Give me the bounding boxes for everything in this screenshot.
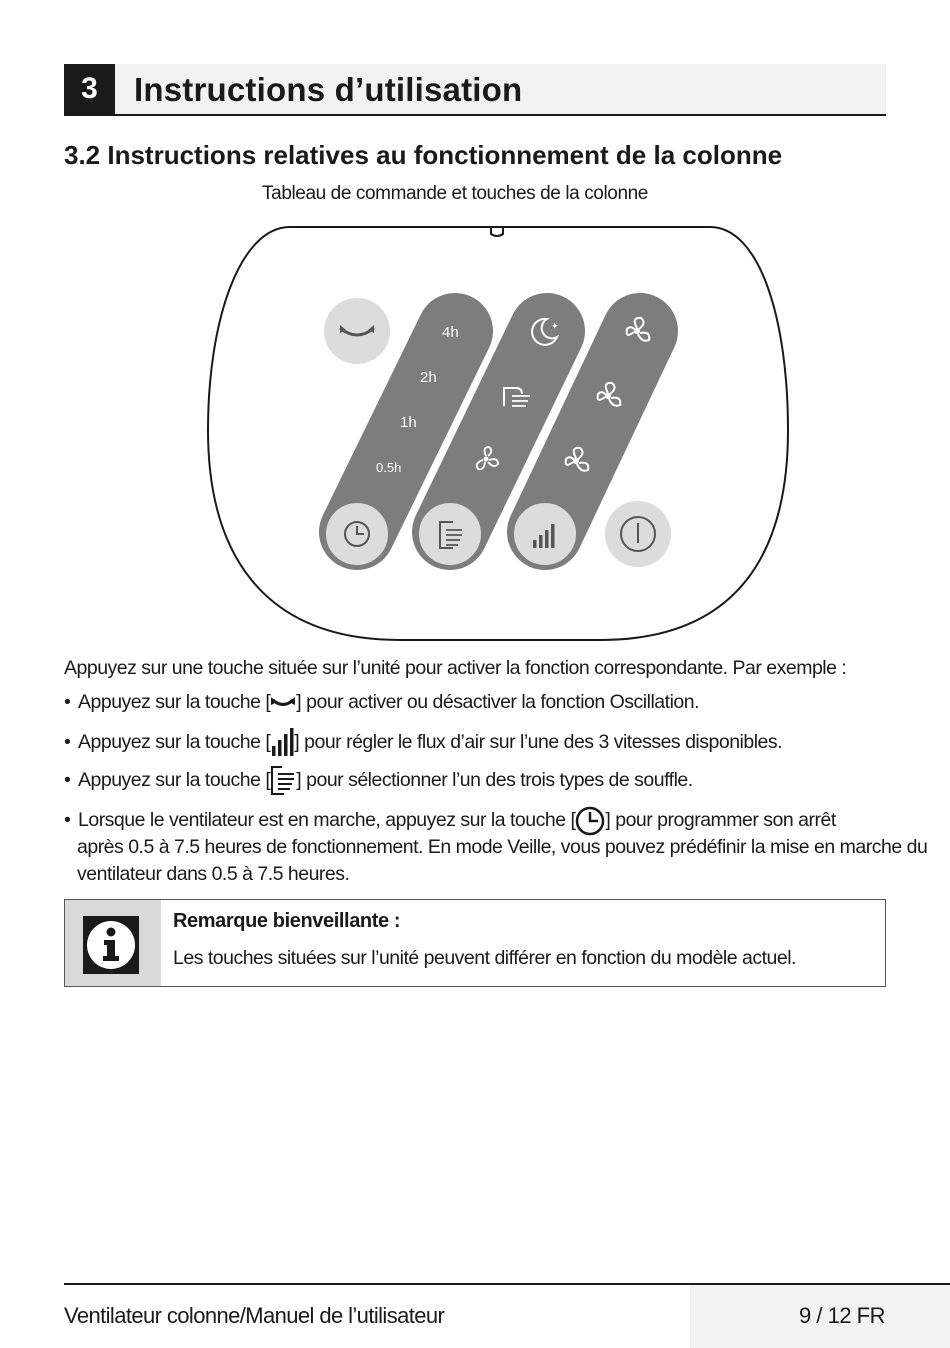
timer-label-1h: 1h — [400, 414, 417, 431]
timer-label-2h: 2h — [420, 369, 437, 386]
subsection-title: 3.2 Instructions relatives au fonctionnement de la colonne — [64, 140, 783, 170]
power-button[interactable] — [605, 501, 671, 567]
footer-manual-title: Ventilateur colonne/Manuel de l’utilisateur — [64, 1303, 445, 1328]
speed-bars-icon — [270, 728, 294, 758]
timer-label-4h: 4h — [442, 324, 459, 341]
wind-mode-icon — [270, 766, 296, 796]
note-sidebar — [65, 900, 161, 986]
section-number: 3 — [64, 64, 115, 114]
control-panel-illustration — [200, 220, 800, 650]
oscillation-button[interactable] — [324, 298, 390, 364]
section-title: Instructions d’utilisation — [134, 71, 523, 108]
note-title: Remarque bienveillante : — [173, 910, 401, 932]
clock-icon — [575, 806, 605, 836]
oscillation-icon — [270, 696, 296, 710]
note-box — [64, 899, 886, 987]
note-text: Les touches situées sur l’unité peuvent différer en fonction du modèle actuel. — [173, 947, 796, 969]
figure-caption: Tableau de commande et touches de la colonne — [262, 183, 648, 204]
footer-page-number: 9 / 12 FR — [799, 1303, 885, 1328]
timer-button[interactable] — [324, 501, 390, 567]
bullet-timer-line3: ventilateur dans 0.5 à 7.5 heures. — [77, 863, 350, 885]
wind-mode-button[interactable] — [417, 501, 483, 567]
bullet-speed: • Appuyez sur la touche [ ] pour régler le flux d’air sur l’une des 3 vitesses disponibles. — [64, 728, 782, 758]
bullet-timer-line2: après 0.5 à 7.5 heures de fonctionnement. En mode Veille, vous pouvez prédéfinir la mise en marche du — [77, 836, 928, 858]
bullet-oscillation: • Appuyez sur la touche [ ] pour activer ou désactiver la fonction Oscillation. — [64, 691, 700, 713]
section-header — [64, 64, 886, 116]
instructions-intro: Appuyez sur une touche située sur l’unité pour activer la fonction correspondante. Par exemple : — [64, 657, 847, 679]
speed-button[interactable] — [512, 501, 578, 567]
timer-label-0-5h: 0.5h — [376, 460, 402, 475]
svg-text:✦: ✦ — [551, 322, 559, 332]
info-icon — [83, 916, 139, 974]
bullet-wind-mode: • Appuyez sur la touche [ ] pour sélectionner l’un des trois types de souffle. — [64, 766, 693, 796]
bullet-timer: • Lorsque le ventilateur est en marche, appuyez sur la touche [ ] pour programmer son arrêt — [64, 806, 836, 836]
